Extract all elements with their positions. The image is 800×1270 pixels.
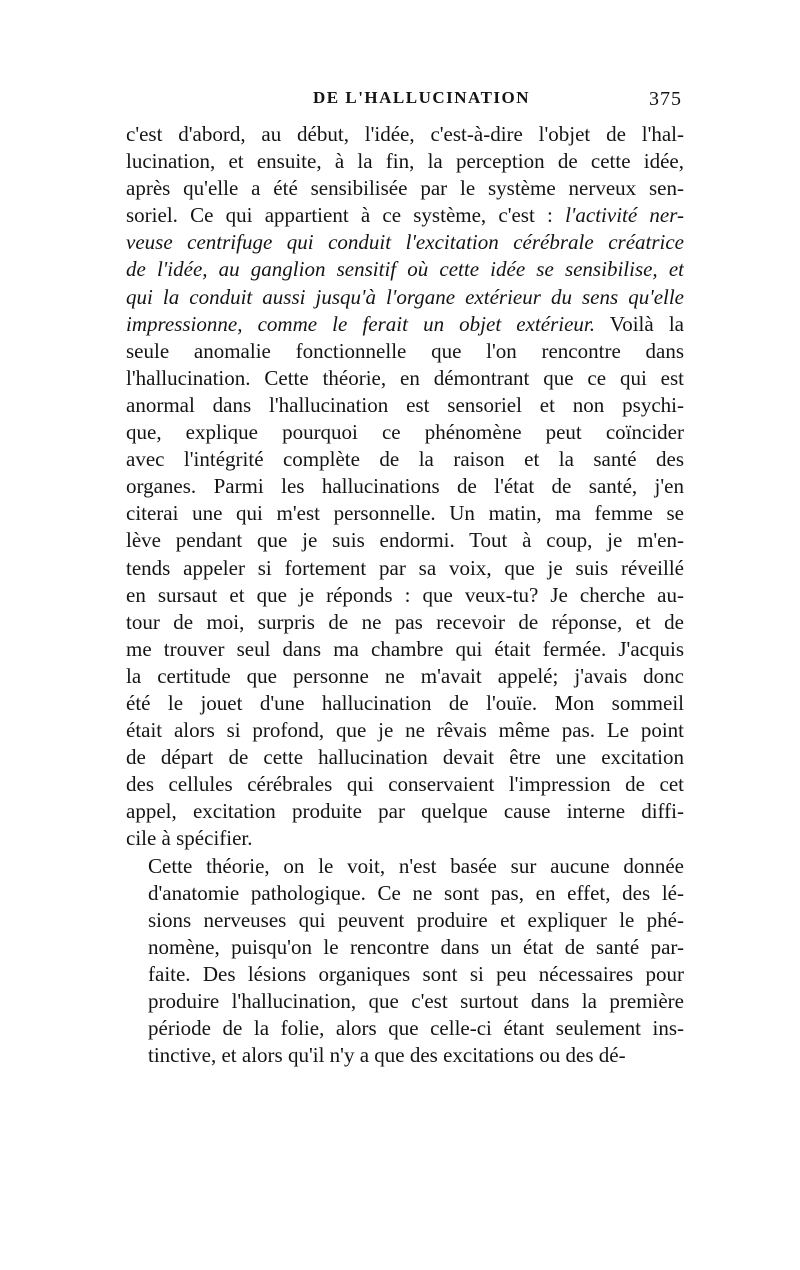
text-line <box>126 771 684 798</box>
text-run: anormal dans l'hallucination est sensoriel et non psychi- <box>126 392 684 417</box>
text-run: d'anatomie pathologique. Ce ne sont pas, en effet, des lé- <box>148 880 684 905</box>
text-line <box>126 798 684 825</box>
text-run: que, explique pourquoi ce phénomène peut coïncider <box>126 420 684 445</box>
text-line <box>126 717 684 744</box>
text-line <box>126 419 684 446</box>
text-line <box>126 880 684 907</box>
text-run: période de la folie, alors que celle-ci étant seulement ins- <box>148 1016 684 1041</box>
text-line <box>126 338 684 365</box>
text-line <box>126 744 684 771</box>
text-line <box>126 284 684 311</box>
text-line <box>126 555 684 582</box>
italic-run: qui la conduit aussi jusqu'à l'organe extérieur du sens qu'elle <box>126 284 684 309</box>
text-line <box>126 202 684 229</box>
text-line <box>126 690 684 717</box>
text-line <box>126 1042 684 1069</box>
page-number: 375 <box>649 88 682 110</box>
text-line <box>126 121 684 148</box>
paragraph <box>126 121 684 853</box>
text-run: organes. Parmi les hallucinations de l'état de santé, j'en <box>126 474 684 499</box>
text-run: la certitude que personne ne m'avait appelé; j'avais donc <box>126 663 684 688</box>
body-text <box>126 121 684 1069</box>
text-line <box>126 392 684 419</box>
text-line <box>126 663 684 690</box>
italic-run: de l'idée, au ganglion sensitif où cette idée se sensibilise, et <box>126 257 684 282</box>
text-line <box>126 907 684 934</box>
text-run: tinctive, et alors qu'il n'y a que des excitations ou des dé- <box>148 1043 626 1068</box>
text-run: des cellules cérébrales qui conservaient l'impression de cet <box>126 772 684 797</box>
text-run: avec l'intégrité complète de la raison et la santé des <box>126 447 684 472</box>
text-line <box>126 961 684 988</box>
italic-run: impressionne, comme le ferait un objet extérieur. <box>126 311 596 336</box>
text-line <box>126 473 684 500</box>
text-run: seule anomalie fonctionnelle que l'on rencontre dans <box>126 338 684 363</box>
text-line <box>126 527 684 554</box>
text-run: était alors si profond, que je ne rêvais même pas. Le point <box>126 718 684 743</box>
text-run: l'hallucination. Cette théorie, en démontrant que ce qui est <box>126 365 684 390</box>
text-line <box>126 446 684 473</box>
text-line <box>126 853 684 880</box>
text-line <box>126 311 684 338</box>
text-run: tends appeler si fortement par sa voix, que je suis réveillé <box>126 555 684 580</box>
text-line <box>126 934 684 961</box>
text-run: faite. Des lésions organiques sont si peu nécessaires pour <box>148 961 684 986</box>
running-head <box>128 88 682 118</box>
text-run: après qu'elle a été sensibilisée par le système nerveux sen- <box>126 176 684 201</box>
text-line <box>126 636 684 663</box>
text-run: Cette théorie, on le voit, n'est basée sur aucune donnée <box>148 853 684 878</box>
text-run: me trouver seul dans ma chambre qui était fermée. J'acquis <box>126 636 684 661</box>
text-run: en sursaut et que je réponds : que veux-tu? Je cherche au- <box>126 582 684 607</box>
text-line <box>126 609 684 636</box>
text-line <box>126 1015 684 1042</box>
text-run: lève pendant que je suis endormi. Tout à coup, je m'en- <box>126 528 684 553</box>
italic-run: veuse centrifuge qui conduit l'excitation cérébrale créatrice <box>126 230 684 255</box>
text-run: Voilà la <box>595 311 684 336</box>
text-line <box>126 988 684 1015</box>
text-run: citerai une qui m'est personnelle. Un matin, ma femme se <box>126 501 684 526</box>
text-run: appel, excitation produite par quelque cause interne diffi- <box>126 799 684 824</box>
text-line <box>126 148 684 175</box>
paragraph <box>126 853 684 1070</box>
text-run: c'est d'abord, au début, l'idée, c'est-à-dire l'objet de l'hal- <box>126 122 684 146</box>
text-run: tour de moi, surpris de ne pas recevoir de réponse, et de <box>126 609 684 634</box>
text-line <box>126 825 684 852</box>
text-run: été le jouet d'une hallucination de l'ouïe. Mon sommeil <box>126 690 684 715</box>
text-run: produire l'hallucination, que c'est surtout dans la première <box>148 989 684 1013</box>
text-run: sions nerveuses qui peuvent produire et expliquer le phé- <box>148 907 684 932</box>
italic-run: l'activité ner- <box>565 203 684 228</box>
text-line <box>126 500 684 527</box>
text-line <box>126 229 684 256</box>
text-line <box>126 256 684 283</box>
text-run: de départ de cette hallucination devait être une excitation <box>126 745 684 770</box>
text-run: lucination, et ensuite, à la fin, la perception de cette idée, <box>126 149 684 174</box>
text-line <box>126 175 684 202</box>
running-title: DE L'HALLUCINATION <box>313 88 531 107</box>
text-run: soriel. Ce qui appartient à ce système, c'est : <box>126 203 566 228</box>
text-line <box>126 582 684 609</box>
text-line <box>126 365 684 392</box>
text-run: nomène, puisqu'on le rencontre dans un état de santé par- <box>148 934 684 959</box>
text-run: cile à spécifier. <box>126 826 253 851</box>
